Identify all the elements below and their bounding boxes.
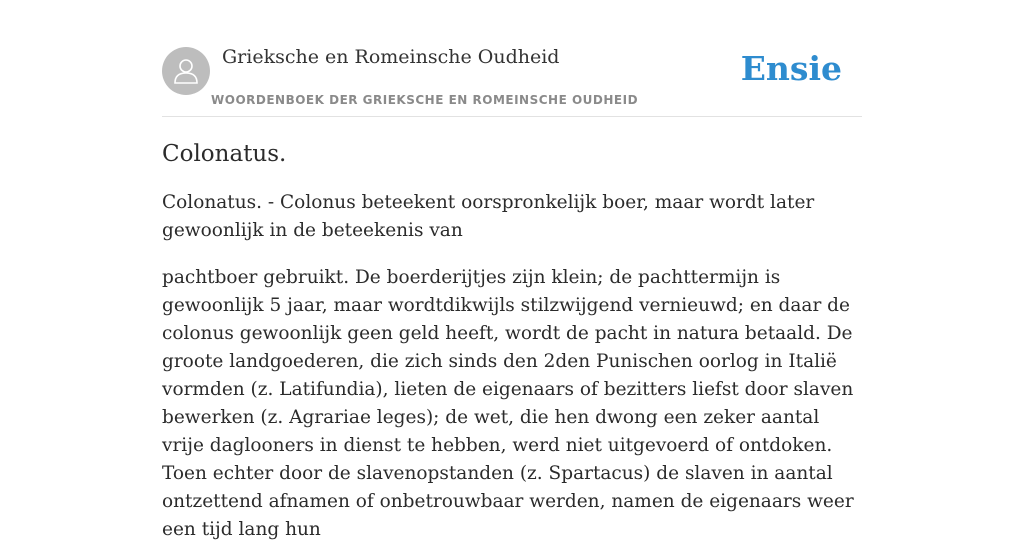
- site-header: [162, 40, 862, 117]
- avatar[interactable]: [162, 47, 210, 95]
- site-title[interactable]: Grieksche en Romeinsche Oudheid: [222, 46, 560, 68]
- entry-paragraph-1: Colonatus. - Colonus beteekent oorspronkelijk boer, maar wordt later gewoonlijk in de beteekenis van: [162, 192, 815, 241]
- entry-content: [162, 116, 862, 544]
- user-icon: [171, 56, 201, 86]
- entry-title: Colonatus.: [162, 141, 287, 167]
- brand-logo[interactable]: Ensie: [740, 49, 842, 88]
- entry-paragraph-2: pachtboer gebruikt. De boerderijtjes zijn klein; de pachttermijn is gewoonlijk 5 jaar, maar wordtdikwijls stilzwijgend vernieuwd; en daar de colonus gewoonlijk geen geld heeft, wordt de pacht in natura betaald. De groote landgoederen, die zich sinds den 2den Punischen oorlog in Italië vormden (z. Latifundia), lieten de eigenaars of bezitters liefst door slaven bewerken (z. Agrariae leges); de wet, die hen dwong een zeker aantal: [162, 267, 854, 428]
- entry-paragraph-3: vrije daglooners in dienst te hebben, werd niet uitgevoerd of ontdoken. Toen echter door de slavenopstanden (z. Spartacus) de slaven in aantal ontzettend afnamen of onbetrouwbaar werden, namen de eigenaars weer een tijd lang hun: [162, 435, 854, 540]
- site-subtitle: WOORDENBOEK DER GRIEKSCHE EN ROMEINSCHE OUDHEID: [211, 93, 639, 107]
